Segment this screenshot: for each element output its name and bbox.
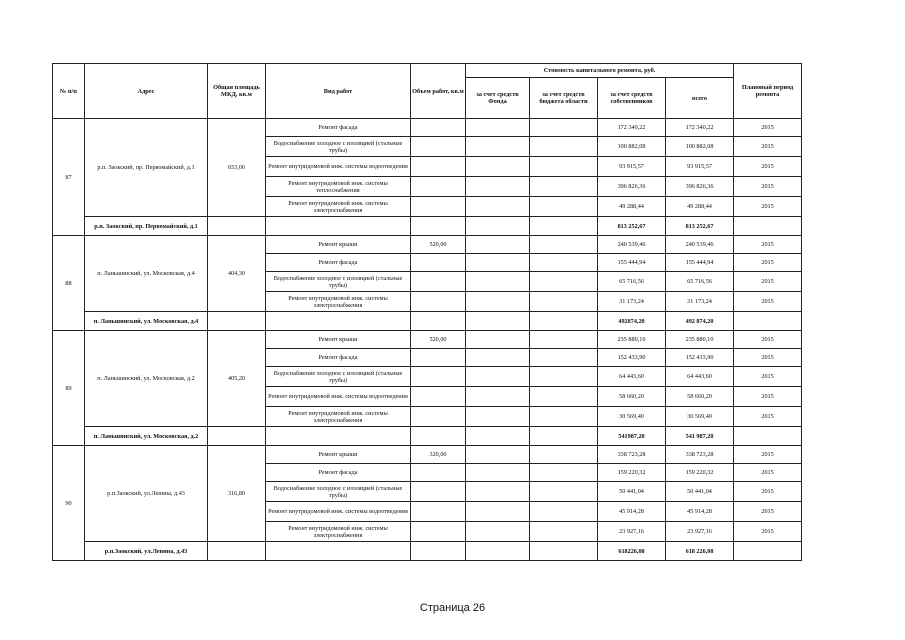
fund-cell — [466, 367, 530, 387]
period-cell: 2015 — [734, 331, 802, 349]
table-row — [53, 236, 802, 254]
owners-cell: 152 433,90 — [598, 349, 666, 367]
subtotal-area — [208, 427, 266, 446]
header-address: Адрес — [85, 64, 208, 119]
owners-cell: 235 880,10 — [598, 331, 666, 349]
volume-cell: 520,00 — [411, 236, 466, 254]
subtotal-volume — [411, 312, 466, 331]
owners-cell: 23 927,16 — [598, 522, 666, 542]
subtotal-period — [734, 217, 802, 236]
work-type-cell: Ремонт внутридомовой инж. системы электроснабжения — [266, 522, 411, 542]
subtotal-fund — [466, 427, 530, 446]
header-cost-group: Стоимость капитального ремонта, руб. — [466, 64, 734, 78]
header-total: всего — [666, 78, 734, 119]
period-cell: 2015 — [734, 502, 802, 522]
period-cell: 2015 — [734, 407, 802, 427]
subtotal-budget — [530, 427, 598, 446]
subtotal-area — [208, 312, 266, 331]
subtotal-owners: 541987,20 — [598, 427, 666, 446]
subtotal-work — [266, 542, 411, 561]
subtotal-total: 492 874,20 — [666, 312, 734, 331]
volume-cell — [411, 522, 466, 542]
budget-cell — [530, 236, 598, 254]
total-cell: 93 915,57 — [666, 157, 734, 177]
fund-cell — [466, 137, 530, 157]
table-body — [53, 119, 802, 561]
work-type-cell: Ремонт внутридомовой инж. системы электроснабжения — [266, 407, 411, 427]
fund-cell — [466, 522, 530, 542]
total-cell: 30 569,40 — [666, 407, 734, 427]
fund-cell — [466, 272, 530, 292]
work-type-cell: Водоснабжение холодное с изоляцией (стальные трубы) — [266, 482, 411, 502]
subtotal-volume — [411, 427, 466, 446]
header-fund: за счет средств Фонда — [466, 78, 530, 119]
total-cell: 235 880,10 — [666, 331, 734, 349]
total-cell: 159 220,32 — [666, 464, 734, 482]
period-cell: 2015 — [734, 197, 802, 217]
fund-cell — [466, 236, 530, 254]
owners-cell: 49 288,44 — [598, 197, 666, 217]
subtotal-area — [208, 542, 266, 561]
total-cell: 396 826,36 — [666, 177, 734, 197]
volume-cell — [411, 197, 466, 217]
fund-cell — [466, 387, 530, 407]
period-cell: 2015 — [734, 177, 802, 197]
total-cell: 50 441,04 — [666, 482, 734, 502]
period-cell: 2015 — [734, 482, 802, 502]
work-type-cell: Ремонт фасада — [266, 349, 411, 367]
budget-cell — [530, 407, 598, 427]
subtotal-volume — [411, 217, 466, 236]
fund-cell — [466, 197, 530, 217]
subtotal-period — [734, 427, 802, 446]
owners-cell: 58 660,20 — [598, 387, 666, 407]
subtotal-row — [53, 427, 802, 446]
total-cell: 65 716,56 — [666, 272, 734, 292]
address-cell: р.п. Заокский, пр. Первомайский, д.1 — [85, 119, 208, 217]
budget-cell — [530, 482, 598, 502]
period-cell: 2015 — [734, 522, 802, 542]
volume-cell — [411, 482, 466, 502]
fund-cell — [466, 292, 530, 312]
work-type-cell: Ремонт крыши — [266, 446, 411, 464]
period-cell: 2015 — [734, 254, 802, 272]
period-cell: 2015 — [734, 292, 802, 312]
fund-cell — [466, 177, 530, 197]
period-cell: 2015 — [734, 119, 802, 137]
volume-cell — [411, 464, 466, 482]
subtotal-volume — [411, 542, 466, 561]
budget-cell — [530, 292, 598, 312]
total-cell: 100 882,08 — [666, 137, 734, 157]
fund-cell — [466, 254, 530, 272]
owners-cell: 396 826,36 — [598, 177, 666, 197]
subtotal-owners: 618226,08 — [598, 542, 666, 561]
total-cell: 240 539,46 — [666, 236, 734, 254]
area-cell: 404,30 — [208, 236, 266, 312]
volume-cell — [411, 407, 466, 427]
volume-cell — [411, 292, 466, 312]
budget-cell — [530, 272, 598, 292]
fund-cell — [466, 482, 530, 502]
budget-cell — [530, 331, 598, 349]
subtotal-row — [53, 312, 802, 331]
work-type-cell: Водоснабжение холодное с изоляцией (стальные трубы) — [266, 272, 411, 292]
work-type-cell: Водоснабжение холодное с изоляцией (стальные трубы) — [266, 137, 411, 157]
subtotal-row — [53, 542, 802, 561]
volume-cell — [411, 119, 466, 137]
subtotal-address: п. Ланьшинский, ул. Московская, д.2 — [85, 427, 208, 446]
header-work-type: Вид работ — [266, 64, 411, 119]
budget-cell — [530, 197, 598, 217]
period-cell: 2015 — [734, 367, 802, 387]
volume-cell — [411, 137, 466, 157]
owners-cell: 93 915,57 — [598, 157, 666, 177]
total-cell: 155 444,94 — [666, 254, 734, 272]
work-type-cell: Ремонт фасада — [266, 464, 411, 482]
volume-cell — [411, 502, 466, 522]
budget-cell — [530, 502, 598, 522]
subtotal-budget — [530, 542, 598, 561]
page-number: Страница 26 — [419, 602, 486, 614]
row-number: 89 — [53, 331, 85, 446]
fund-cell — [466, 502, 530, 522]
subtotal-address: п. Ланьшинский, ул. Московская, д.4 — [85, 312, 208, 331]
fund-cell — [466, 349, 530, 367]
work-type-cell: Ремонт внутридомовой инж. системы теплоснабжения — [266, 177, 411, 197]
work-type-cell: Ремонт внутридомовой инж. системы электроснабжения — [266, 197, 411, 217]
total-cell: 45 914,28 — [666, 502, 734, 522]
subtotal-fund — [466, 312, 530, 331]
address-cell: п. Ланьшинский, ул. Московская, д.4 — [85, 236, 208, 312]
row-number: 87 — [53, 119, 85, 236]
work-type-cell: Ремонт фасада — [266, 254, 411, 272]
subtotal-period — [734, 542, 802, 561]
area-cell: 405,20 — [208, 331, 266, 427]
work-type-cell: Ремонт фасада — [266, 119, 411, 137]
owners-cell: 64 443,60 — [598, 367, 666, 387]
period-cell: 2015 — [734, 387, 802, 407]
volume-cell — [411, 272, 466, 292]
owners-cell: 100 882,08 — [598, 137, 666, 157]
fund-cell — [466, 157, 530, 177]
subtotal-address: р.п.Заокский, ул.Ленина, д.43 — [85, 542, 208, 561]
header-budget: за счет средств бюджета области — [530, 78, 598, 119]
period-cell: 2015 — [734, 349, 802, 367]
budget-cell — [530, 464, 598, 482]
fund-cell — [466, 446, 530, 464]
volume-cell — [411, 254, 466, 272]
fund-cell — [466, 331, 530, 349]
owners-cell: 159 220,32 — [598, 464, 666, 482]
budget-cell — [530, 387, 598, 407]
subtotal-budget — [530, 312, 598, 331]
owners-cell: 50 441,04 — [598, 482, 666, 502]
table-row — [53, 119, 802, 137]
owners-cell: 338 723,28 — [598, 446, 666, 464]
area-cell: 316,80 — [208, 446, 266, 542]
owners-cell: 172 340,22 — [598, 119, 666, 137]
subtotal-owners: 492874,20 — [598, 312, 666, 331]
total-cell: 23 927,16 — [666, 522, 734, 542]
period-cell: 2015 — [734, 137, 802, 157]
period-cell: 2015 — [734, 157, 802, 177]
period-cell: 2015 — [734, 464, 802, 482]
total-cell: 31 173,24 — [666, 292, 734, 312]
volume-cell: 520,00 — [411, 331, 466, 349]
subtotal-fund — [466, 217, 530, 236]
budget-cell — [530, 446, 598, 464]
period-cell: 2015 — [734, 236, 802, 254]
work-type-cell: Ремонт внутридомовой инж. системы водоотведения — [266, 387, 411, 407]
work-type-cell: Ремонт крыши — [266, 331, 411, 349]
address-cell: р.п.Заокский, ул.Ленина, д.43 — [85, 446, 208, 542]
table-row — [53, 331, 802, 349]
total-cell: 58 660,20 — [666, 387, 734, 407]
capital-repair-table — [52, 63, 802, 561]
header-area: Общая площадь МКД, кв.м — [208, 64, 266, 119]
subtotal-row — [53, 217, 802, 236]
header-owners: за счет средств собственников — [598, 78, 666, 119]
table-row — [53, 446, 802, 464]
work-type-cell: Ремонт внутридомовой инж. системы водоотведения — [266, 157, 411, 177]
subtotal-period — [734, 312, 802, 331]
work-type-cell: Водоснабжение холодное с изоляцией (стальные трубы) — [266, 367, 411, 387]
subtotal-total: 541 987,20 — [666, 427, 734, 446]
period-cell: 2015 — [734, 446, 802, 464]
fund-cell — [466, 407, 530, 427]
header-volume: Объем работ, кв.м — [411, 64, 466, 119]
total-cell: 152 433,90 — [666, 349, 734, 367]
work-type-cell: Ремонт крыши — [266, 236, 411, 254]
owners-cell: 45 914,28 — [598, 502, 666, 522]
subtotal-address: р.п. Заокский, пр. Первомайский, д.1 — [85, 217, 208, 236]
volume-cell — [411, 367, 466, 387]
row-number: 90 — [53, 446, 85, 561]
subtotal-work — [266, 312, 411, 331]
owners-cell: 240 539,46 — [598, 236, 666, 254]
work-type-cell: Ремонт внутридомовой инж. системы водоотведения — [266, 502, 411, 522]
budget-cell — [530, 254, 598, 272]
budget-cell — [530, 157, 598, 177]
total-cell: 64 443,60 — [666, 367, 734, 387]
work-type-cell: Ремонт внутридомовой инж. системы электроснабжения — [266, 292, 411, 312]
header-num: № п/п — [53, 64, 85, 119]
subtotal-work — [266, 427, 411, 446]
row-number: 88 — [53, 236, 85, 331]
subtotal-budget — [530, 217, 598, 236]
subtotal-work — [266, 217, 411, 236]
owners-cell: 30 569,40 — [598, 407, 666, 427]
address-cell: п. Ланьшинский, ул. Московская, д.2 — [85, 331, 208, 427]
fund-cell — [466, 119, 530, 137]
budget-cell — [530, 522, 598, 542]
volume-cell: 320,00 — [411, 446, 466, 464]
header-period: Плановый период ремонта — [734, 64, 802, 119]
total-cell: 49 288,44 — [666, 197, 734, 217]
volume-cell — [411, 387, 466, 407]
total-cell: 338 723,28 — [666, 446, 734, 464]
owners-cell: 65 716,56 — [598, 272, 666, 292]
subtotal-total: 813 252,67 — [666, 217, 734, 236]
total-cell: 172 340,22 — [666, 119, 734, 137]
subtotal-owners: 813 252,67 — [598, 217, 666, 236]
area-cell: 653,00 — [208, 119, 266, 217]
owners-cell: 155 444,94 — [598, 254, 666, 272]
subtotal-fund — [466, 542, 530, 561]
budget-cell — [530, 119, 598, 137]
volume-cell — [411, 349, 466, 367]
budget-cell — [530, 349, 598, 367]
volume-cell — [411, 157, 466, 177]
period-cell: 2015 — [734, 272, 802, 292]
volume-cell — [411, 177, 466, 197]
owners-cell: 31 173,24 — [598, 292, 666, 312]
subtotal-area — [208, 217, 266, 236]
budget-cell — [530, 177, 598, 197]
fund-cell — [466, 464, 530, 482]
subtotal-total: 618 226,08 — [666, 542, 734, 561]
budget-cell — [530, 137, 598, 157]
budget-cell — [530, 367, 598, 387]
